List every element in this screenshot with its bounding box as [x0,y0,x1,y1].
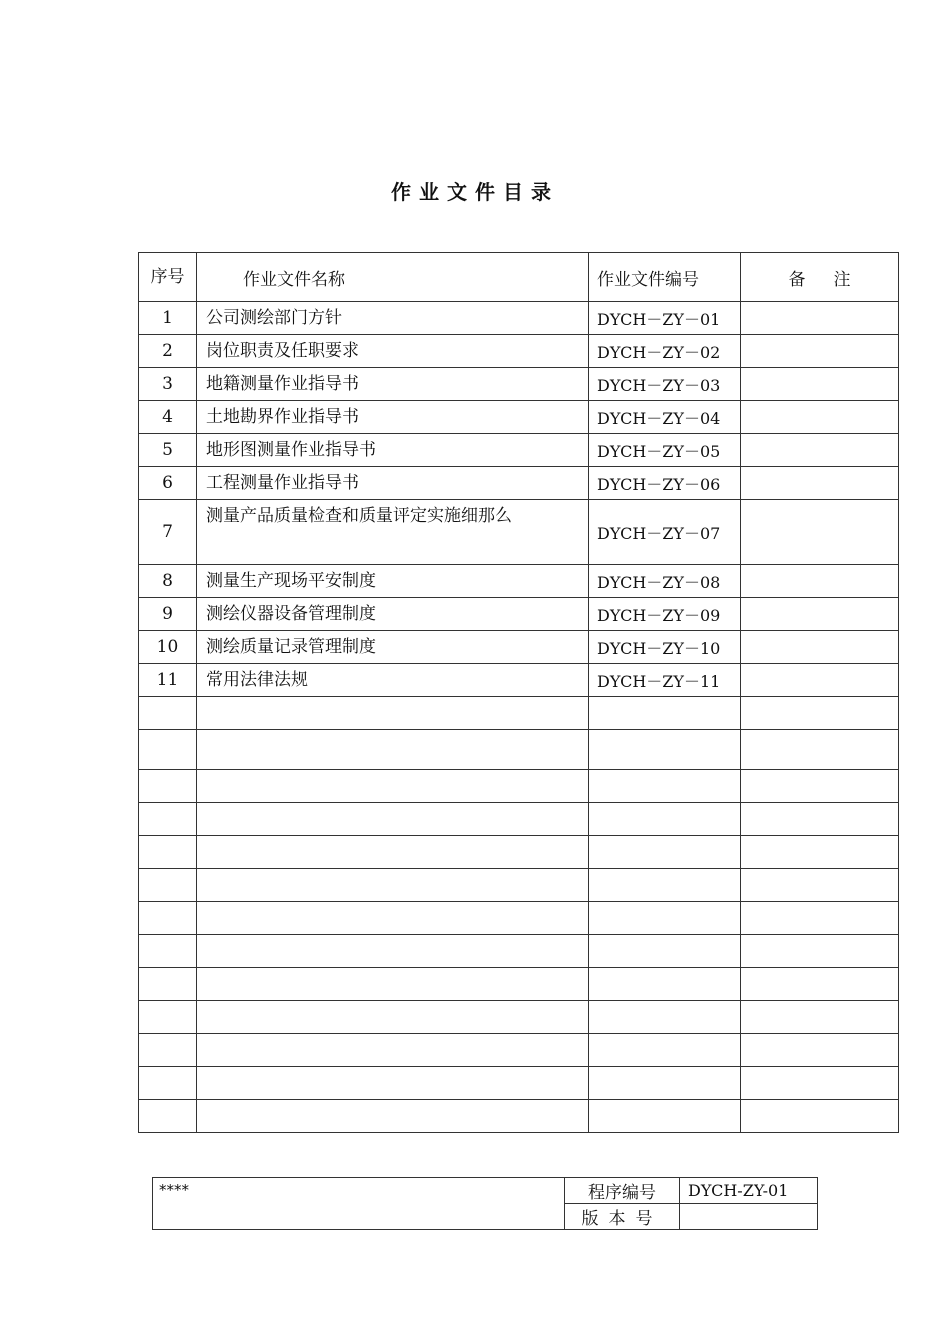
row-note [741,335,899,368]
row-seq: 10 [139,631,197,664]
row-seq: 4 [139,401,197,434]
row-note [741,664,899,697]
row-name: 工程测量作业指导书 [197,467,589,500]
row-note [741,368,899,401]
row-seq: 2 [139,335,197,368]
row-note [741,302,899,335]
row-seq: 1 [139,302,197,335]
row-code: DYCH－ZY－11 [589,664,741,697]
row-code: DYCH－ZY－03 [589,368,741,401]
empty-row [139,968,899,1001]
table-row [139,368,899,401]
row-seq: 6 [139,467,197,500]
empty-row [139,770,899,803]
row-note [741,434,899,467]
row-code: DYCH－ZY－05 [589,434,741,467]
row-code: DYCH－ZY－08 [589,565,741,598]
empty-row [139,869,899,902]
table-row [139,401,899,434]
row-note [741,500,899,565]
empty-row [139,1100,899,1133]
empty-row [139,1001,899,1034]
row-seq: 3 [139,368,197,401]
row-note [741,401,899,434]
table-row [139,467,899,500]
row-name: 公司测绘部门方针 [197,302,589,335]
empty-row [139,697,899,730]
table-row [139,631,899,664]
empty-row [139,803,899,836]
row-code: DYCH－ZY－02 [589,335,741,368]
row-seq: 9 [139,598,197,631]
row-name: 土地勘界作业指导书 [197,401,589,434]
row-seq: 11 [139,664,197,697]
row-name: 常用法律法规 [197,664,589,697]
empty-row [139,730,899,770]
table-header-row [139,253,899,302]
row-name: 测量产品质量检查和质量评定实施细那么 [197,500,589,565]
empty-row [139,1067,899,1100]
table-row [139,598,899,631]
row-note [741,565,899,598]
header-name: 作业文件名称 [197,253,589,302]
footer-row-program [153,1178,818,1204]
footer-table [152,1177,818,1230]
empty-row [139,836,899,869]
row-seq: 5 [139,434,197,467]
empty-row [139,935,899,968]
table-row [139,302,899,335]
footer-version-label: 版本号 [565,1204,680,1230]
footer-version-value [680,1204,818,1230]
row-name: 岗位职责及任职要求 [197,335,589,368]
row-code: DYCH－ZY－01 [589,302,741,335]
row-code: DYCH－ZY－10 [589,631,741,664]
footer-program-value: DYCH-ZY-01 [680,1178,818,1204]
row-note [741,598,899,631]
row-name: 测量生产现场平安制度 [197,565,589,598]
row-seq: 8 [139,565,197,598]
row-code: DYCH－ZY－09 [589,598,741,631]
row-note [741,467,899,500]
document-title: 作业文件目录 [391,180,559,204]
row-name: 地形图测量作业指导书 [197,434,589,467]
header-seq: 序号 [139,253,197,302]
empty-row [139,902,899,935]
header-note: 备注 [741,253,899,302]
row-name: 测绘仪器设备管理制度 [197,598,589,631]
document-index-table [138,252,899,1133]
footer-program-label: 程序编号 [565,1178,680,1204]
row-code: DYCH－ZY－06 [589,467,741,500]
row-name: 测绘质量记录管理制度 [197,631,589,664]
row-name: 地籍测量作业指导书 [197,368,589,401]
table-row [139,565,899,598]
table-row [139,335,899,368]
row-seq: 7 [139,500,197,565]
header-code: 作业文件编号 [589,253,741,302]
table-row [139,434,899,467]
footer-company: **** [153,1178,565,1230]
row-code: DYCH－ZY－07 [589,500,741,565]
row-code: DYCH－ZY－04 [589,401,741,434]
row-note [741,631,899,664]
table-row [139,500,899,565]
table-row [139,664,899,697]
empty-row [139,1034,899,1067]
